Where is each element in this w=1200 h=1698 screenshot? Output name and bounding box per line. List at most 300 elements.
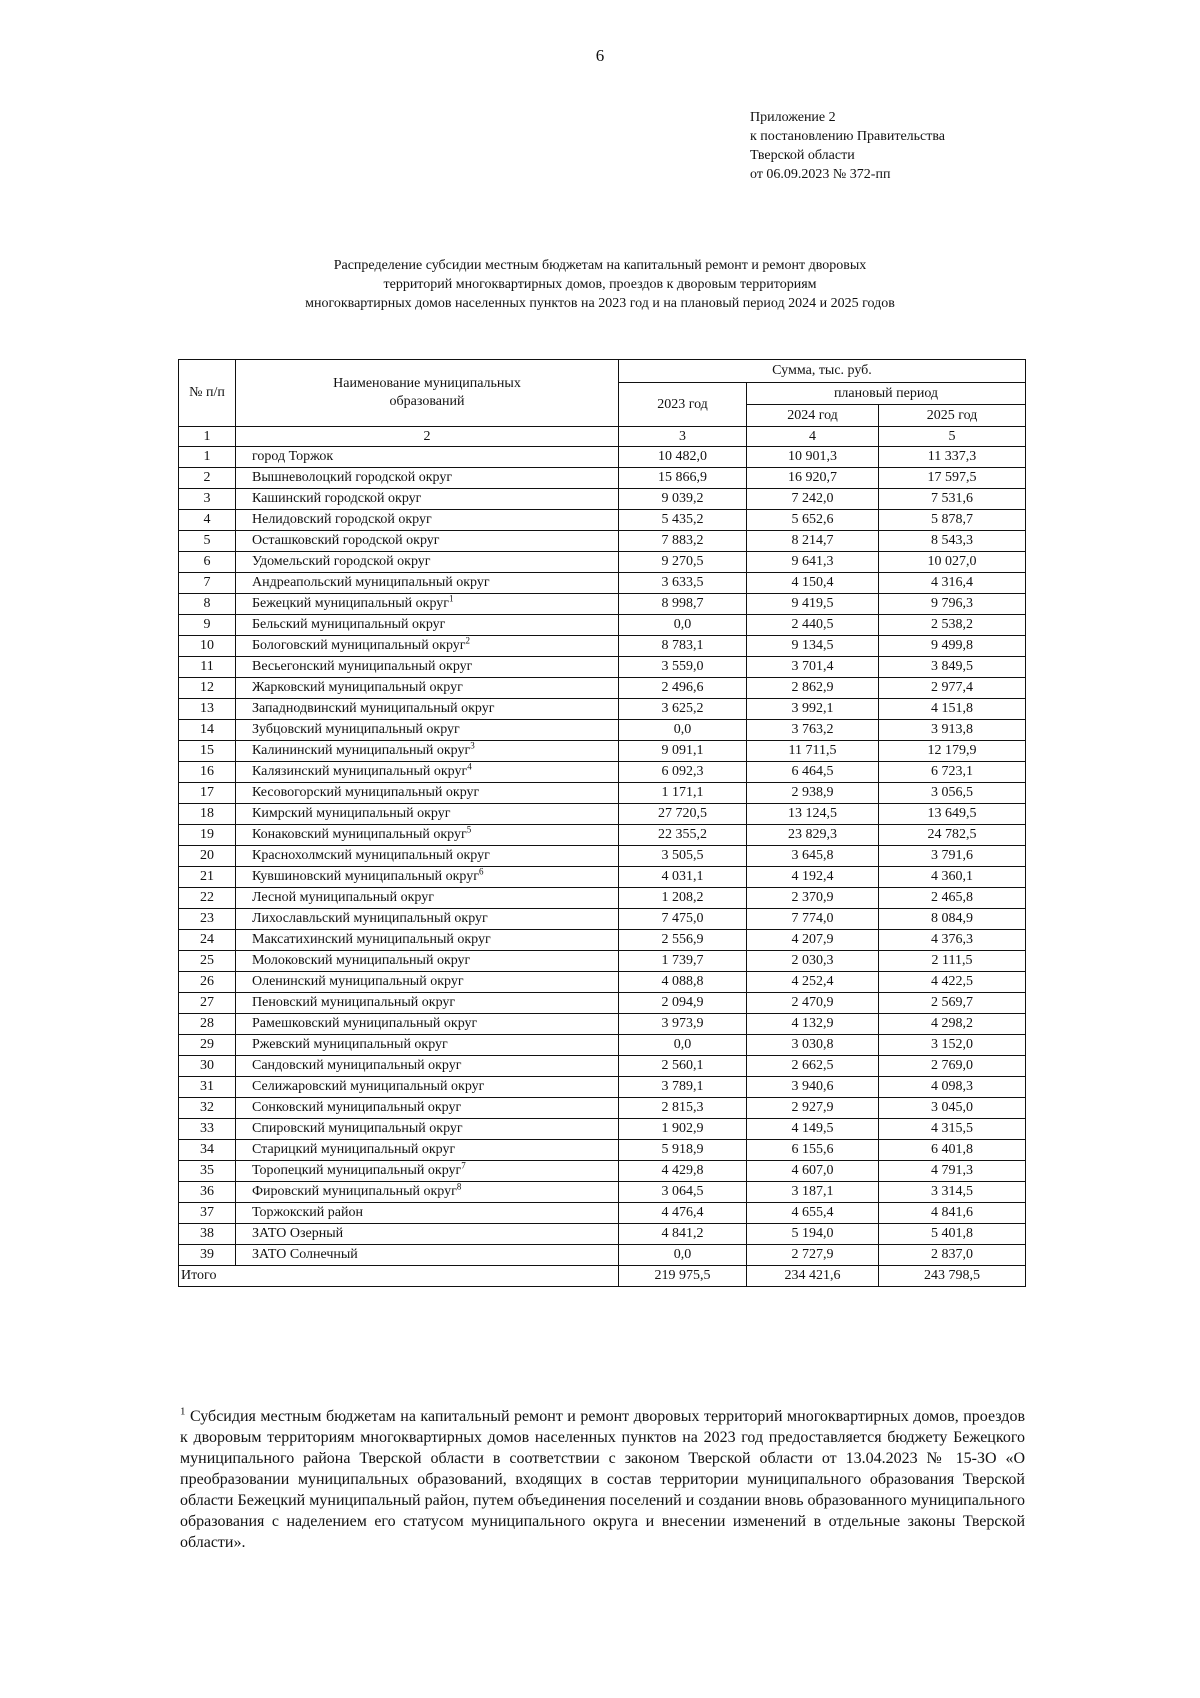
value-2023: 4 429,8 bbox=[619, 1161, 747, 1182]
row-number: 35 bbox=[179, 1161, 236, 1182]
municipality-name-text: Андреапольский муниципальный округ bbox=[252, 575, 490, 590]
header-plan-period: плановый период bbox=[747, 383, 1026, 405]
value-2024: 4 150,4 bbox=[747, 573, 879, 594]
value-2024: 4 252,4 bbox=[747, 972, 879, 993]
municipality-name bbox=[236, 1161, 619, 1182]
table-row bbox=[179, 762, 1026, 783]
value-2023: 5 435,2 bbox=[619, 510, 747, 531]
value-2025: 4 098,3 bbox=[879, 1077, 1026, 1098]
municipality-name bbox=[236, 1098, 619, 1119]
municipality-name-text: Лесной муниципальный округ bbox=[252, 890, 434, 905]
row-number: 4 bbox=[179, 510, 236, 531]
value-2023: 2 560,1 bbox=[619, 1056, 747, 1077]
value-2024: 2 030,3 bbox=[747, 951, 879, 972]
table-row bbox=[179, 531, 1026, 552]
value-2025: 10 027,0 bbox=[879, 552, 1026, 573]
municipality-name bbox=[236, 993, 619, 1014]
municipality-name-text: ЗАТО Солнечный bbox=[252, 1247, 358, 1262]
table-row bbox=[179, 741, 1026, 762]
row-number: 24 bbox=[179, 930, 236, 951]
row-number: 8 bbox=[179, 594, 236, 615]
value-2024: 5 652,6 bbox=[747, 510, 879, 531]
municipality-name-text: Конаковский муниципальный округ bbox=[252, 827, 467, 842]
value-2023: 1 171,1 bbox=[619, 783, 747, 804]
table-row bbox=[179, 720, 1026, 741]
municipality-name-text: Осташковский городской округ bbox=[252, 533, 440, 548]
footnote-ref: 4 bbox=[467, 761, 472, 772]
table-row bbox=[179, 1119, 1026, 1140]
value-2023: 27 720,5 bbox=[619, 804, 747, 825]
row-number: 25 bbox=[179, 951, 236, 972]
municipality-name bbox=[236, 1224, 619, 1245]
table-row bbox=[179, 1140, 1026, 1161]
municipality-name bbox=[236, 594, 619, 615]
table-row bbox=[179, 888, 1026, 909]
value-2025: 4 315,5 bbox=[879, 1119, 1026, 1140]
footnote-ref: 6 bbox=[478, 866, 484, 877]
colnum-cell: 3 bbox=[619, 427, 747, 447]
footnote-ref: 2 bbox=[465, 635, 471, 646]
table-row bbox=[179, 699, 1026, 720]
municipality-name-text: Жарковский муниципальный округ bbox=[252, 680, 463, 695]
row-number: 10 bbox=[179, 636, 236, 657]
value-2024: 11 711,5 bbox=[747, 741, 879, 762]
municipality-name bbox=[236, 1056, 619, 1077]
row-number: 37 bbox=[179, 1203, 236, 1224]
value-2025: 3 314,5 bbox=[879, 1182, 1026, 1203]
row-number: 6 bbox=[179, 552, 236, 573]
value-2024: 3 030,8 bbox=[747, 1035, 879, 1056]
colnum-cell: 1 bbox=[179, 427, 236, 447]
table-row bbox=[179, 930, 1026, 951]
municipality-name bbox=[236, 678, 619, 699]
municipality-name-text: ЗАТО Озерный bbox=[252, 1226, 344, 1241]
value-2025: 12 179,9 bbox=[879, 741, 1026, 762]
value-2025: 2 111,5 bbox=[879, 951, 1026, 972]
municipality-name bbox=[236, 825, 619, 846]
table-row bbox=[179, 615, 1026, 636]
value-2023: 7 475,0 bbox=[619, 909, 747, 930]
value-2025: 3 152,0 bbox=[879, 1035, 1026, 1056]
value-2025: 9 796,3 bbox=[879, 594, 1026, 615]
value-2023: 3 064,5 bbox=[619, 1182, 747, 1203]
value-2023: 3 789,1 bbox=[619, 1077, 747, 1098]
value-2024: 2 440,5 bbox=[747, 615, 879, 636]
value-2024: 2 862,9 bbox=[747, 678, 879, 699]
row-number: 33 bbox=[179, 1119, 236, 1140]
value-2023: 22 355,2 bbox=[619, 825, 747, 846]
subsidy-table bbox=[178, 359, 1026, 1287]
municipality-name-text: Сонковский муниципальный округ bbox=[252, 1100, 462, 1115]
value-2025: 6 723,1 bbox=[879, 762, 1026, 783]
value-2024: 7 774,0 bbox=[747, 909, 879, 930]
municipality-name-text: Спировский муниципальный округ bbox=[252, 1121, 463, 1136]
value-2025: 3 849,5 bbox=[879, 657, 1026, 678]
header-num: № п/п bbox=[179, 360, 236, 427]
footnote-ref: 7 bbox=[461, 1160, 466, 1171]
title-line: Распределение субсидии местным бюджетам на капитальный ремонт и ремонт дворовых bbox=[333, 258, 867, 273]
colnum-cell: 5 bbox=[879, 427, 1026, 447]
value-2025: 3 045,0 bbox=[879, 1098, 1026, 1119]
value-2023: 3 559,0 bbox=[619, 657, 747, 678]
row-number: 31 bbox=[179, 1077, 236, 1098]
value-2024: 9 419,5 bbox=[747, 594, 879, 615]
value-2023: 0,0 bbox=[619, 1245, 747, 1266]
municipality-name bbox=[236, 804, 619, 825]
municipality-name-text: Рамешковский муниципальный округ bbox=[252, 1016, 478, 1031]
table-row bbox=[179, 468, 1026, 489]
municipality-name bbox=[236, 762, 619, 783]
row-number: 15 bbox=[179, 741, 236, 762]
total-label: Итого bbox=[179, 1266, 619, 1287]
municipality-name-text: Фировский муниципальный округ bbox=[252, 1184, 457, 1199]
value-2023: 8 783,1 bbox=[619, 636, 747, 657]
row-number: 19 bbox=[179, 825, 236, 846]
value-2025: 4 791,3 bbox=[879, 1161, 1026, 1182]
value-2024: 6 464,5 bbox=[747, 762, 879, 783]
value-2025: 11 337,3 bbox=[879, 447, 1026, 468]
row-number: 21 bbox=[179, 867, 236, 888]
title-line: многоквартирных домов населенных пунктов на 2023 год и на плановый период 2024 и 2025 годов bbox=[305, 296, 895, 311]
row-number: 9 bbox=[179, 615, 236, 636]
total-2023: 219 975,5 bbox=[619, 1266, 747, 1287]
table-row bbox=[179, 846, 1026, 867]
value-2025: 4 841,6 bbox=[879, 1203, 1026, 1224]
value-2025: 6 401,8 bbox=[879, 1140, 1026, 1161]
municipality-name bbox=[236, 783, 619, 804]
table-row bbox=[179, 1035, 1026, 1056]
municipality-name bbox=[236, 615, 619, 636]
municipality-name-text: Удомельский городской округ bbox=[252, 554, 431, 569]
municipality-name-text: Бологовский муниципальный округ bbox=[252, 638, 466, 653]
value-2023: 2 094,9 bbox=[619, 993, 747, 1014]
appendix-line: от 06.09.2023 № 372-пп bbox=[750, 167, 891, 182]
value-2024: 9 134,5 bbox=[747, 636, 879, 657]
municipality-name bbox=[236, 1014, 619, 1035]
appendix-line: к постановлению Правительства bbox=[750, 129, 946, 144]
municipality-name-text: Бельский муниципальный округ bbox=[252, 617, 446, 632]
row-number: 2 bbox=[179, 468, 236, 489]
value-2025: 3 913,8 bbox=[879, 720, 1026, 741]
row-number: 13 bbox=[179, 699, 236, 720]
value-2024: 4 207,9 bbox=[747, 930, 879, 951]
table-row bbox=[179, 657, 1026, 678]
value-2023: 0,0 bbox=[619, 720, 747, 741]
municipality-name-text: Старицкий муниципальный округ bbox=[252, 1142, 456, 1157]
footnote-ref: 8 bbox=[456, 1181, 462, 1192]
row-number: 26 bbox=[179, 972, 236, 993]
value-2025: 3 056,5 bbox=[879, 783, 1026, 804]
row-number: 12 bbox=[179, 678, 236, 699]
value-2025: 9 499,8 bbox=[879, 636, 1026, 657]
table-row bbox=[179, 594, 1026, 615]
municipality-name-text: Селижаровский муниципальный округ bbox=[252, 1079, 485, 1094]
row-number: 14 bbox=[179, 720, 236, 741]
row-number: 22 bbox=[179, 888, 236, 909]
table-row bbox=[179, 783, 1026, 804]
value-2025: 17 597,5 bbox=[879, 468, 1026, 489]
value-2024: 6 155,6 bbox=[747, 1140, 879, 1161]
municipality-name bbox=[236, 657, 619, 678]
table-row bbox=[179, 1224, 1026, 1245]
table-row bbox=[179, 972, 1026, 993]
municipality-name bbox=[236, 1182, 619, 1203]
row-number: 38 bbox=[179, 1224, 236, 1245]
municipality-name bbox=[236, 1140, 619, 1161]
value-2025: 3 791,6 bbox=[879, 846, 1026, 867]
footnote-marker: 1 bbox=[180, 1405, 186, 1418]
municipality-name bbox=[236, 447, 619, 468]
value-2023: 9 039,2 bbox=[619, 489, 747, 510]
table-row bbox=[179, 636, 1026, 657]
value-2024: 3 940,6 bbox=[747, 1077, 879, 1098]
municipality-name bbox=[236, 846, 619, 867]
value-2025: 24 782,5 bbox=[879, 825, 1026, 846]
value-2025: 4 422,5 bbox=[879, 972, 1026, 993]
municipality-name-text: Зубцовский муниципальный округ bbox=[252, 722, 460, 737]
total-row bbox=[179, 1266, 1026, 1287]
municipality-name bbox=[236, 552, 619, 573]
municipality-name bbox=[236, 930, 619, 951]
value-2025: 2 769,0 bbox=[879, 1056, 1026, 1077]
value-2023: 9 270,5 bbox=[619, 552, 747, 573]
row-number: 29 bbox=[179, 1035, 236, 1056]
table-row bbox=[179, 510, 1026, 531]
municipality-name bbox=[236, 1035, 619, 1056]
value-2025: 8 084,9 bbox=[879, 909, 1026, 930]
municipality-name-text: Западнодвинский муниципальный округ bbox=[252, 701, 495, 716]
value-2024: 23 829,3 bbox=[747, 825, 879, 846]
table-row bbox=[179, 552, 1026, 573]
municipality-name bbox=[236, 699, 619, 720]
value-2024: 4 149,5 bbox=[747, 1119, 879, 1140]
value-2025: 13 649,5 bbox=[879, 804, 1026, 825]
value-2023: 4 476,4 bbox=[619, 1203, 747, 1224]
footnote-ref: 5 bbox=[466, 824, 472, 835]
value-2024: 4 655,4 bbox=[747, 1203, 879, 1224]
value-2024: 10 901,3 bbox=[747, 447, 879, 468]
row-number: 39 bbox=[179, 1245, 236, 1266]
value-2024: 3 645,8 bbox=[747, 846, 879, 867]
value-2025: 4 298,2 bbox=[879, 1014, 1026, 1035]
table-row bbox=[179, 573, 1026, 594]
municipality-name bbox=[236, 951, 619, 972]
footnote-ref: 1 bbox=[449, 593, 454, 604]
value-2023: 6 092,3 bbox=[619, 762, 747, 783]
value-2024: 4 607,0 bbox=[747, 1161, 879, 1182]
municipality-name bbox=[236, 1245, 619, 1266]
row-number: 34 bbox=[179, 1140, 236, 1161]
municipality-name bbox=[236, 531, 619, 552]
value-2025: 8 543,3 bbox=[879, 531, 1026, 552]
value-2024: 2 938,9 bbox=[747, 783, 879, 804]
value-2023: 0,0 bbox=[619, 615, 747, 636]
municipality-name-text: Кесовогорский муниципальный округ bbox=[252, 785, 480, 800]
row-number: 36 bbox=[179, 1182, 236, 1203]
municipality-name-text: Кимрский муниципальный округ bbox=[252, 806, 451, 821]
value-2024: 2 370,9 bbox=[747, 888, 879, 909]
value-2023: 5 918,9 bbox=[619, 1140, 747, 1161]
value-2023: 3 973,9 bbox=[619, 1014, 747, 1035]
value-2023: 9 091,1 bbox=[619, 741, 747, 762]
value-2025: 4 376,3 bbox=[879, 930, 1026, 951]
municipality-name-text: Лихославльский муниципальный округ bbox=[252, 911, 488, 926]
value-2023: 10 482,0 bbox=[619, 447, 747, 468]
table-row bbox=[179, 1056, 1026, 1077]
value-2023: 2 815,3 bbox=[619, 1098, 747, 1119]
municipality-name bbox=[236, 741, 619, 762]
row-number: 17 bbox=[179, 783, 236, 804]
header-sum: Сумма, тыс. руб. bbox=[619, 360, 1026, 383]
municipality-name-text: Кашинский городской округ bbox=[252, 491, 422, 506]
value-2025: 2 569,7 bbox=[879, 993, 1026, 1014]
row-number: 1 bbox=[179, 447, 236, 468]
header-2024: 2024 год bbox=[747, 405, 879, 427]
municipality-name bbox=[236, 636, 619, 657]
municipality-name-text: Весьегонский муниципальный округ bbox=[252, 659, 473, 674]
footnote-ref: 3 bbox=[470, 740, 475, 751]
header-name: Наименование муниципальных образований bbox=[236, 360, 619, 427]
appendix-line: Приложение 2 bbox=[750, 110, 836, 125]
value-2024: 4 192,4 bbox=[747, 867, 879, 888]
municipality-name-text: Ржевский муниципальный округ bbox=[252, 1037, 448, 1052]
municipality-name-text: Максатихинский муниципальный округ bbox=[252, 932, 491, 947]
appendix-header bbox=[750, 108, 945, 184]
value-2025: 7 531,6 bbox=[879, 489, 1026, 510]
value-2023: 4 031,1 bbox=[619, 867, 747, 888]
value-2023: 1 739,7 bbox=[619, 951, 747, 972]
row-number: 7 bbox=[179, 573, 236, 594]
value-2024: 13 124,5 bbox=[747, 804, 879, 825]
municipality-name-text: Сандовский муниципальный округ bbox=[252, 1058, 462, 1073]
table-row bbox=[179, 804, 1026, 825]
row-number: 3 bbox=[179, 489, 236, 510]
value-2024: 3 763,2 bbox=[747, 720, 879, 741]
value-2023: 3 505,5 bbox=[619, 846, 747, 867]
municipality-name-text: Калининский муниципальный округ bbox=[252, 743, 471, 758]
table-row bbox=[179, 447, 1026, 468]
document-title bbox=[180, 256, 1020, 313]
value-2024: 16 920,7 bbox=[747, 468, 879, 489]
colnum-cell: 4 bbox=[747, 427, 879, 447]
footnote-text: Субсидия местным бюджетам на капитальный ремонт и ремонт дворовых территорий многоквартирных домов, проездов к дворовым территориям многоквартирных домов населенных пунктов на 2023 год предоставляется бюджету Бежецкого муниципального района Тверской области в соответствии с законом Тверской области от 13.04.2023 № 15-ЗО «О преобразовании муниципальных образований, входящих в состав территории муниципального образования Тверской области Бежецкий муниципальный район, путем объединения поселений и создании вновь образованного муниципального образования с наделением его статусом муниципального округа и внесении изменений в отдельные законы Тверской области». bbox=[180, 1408, 1026, 1551]
table-row bbox=[179, 909, 1026, 930]
table-row bbox=[179, 951, 1026, 972]
municipality-name-text: город Торжок bbox=[252, 449, 334, 464]
value-2023: 3 625,2 bbox=[619, 699, 747, 720]
value-2023: 1 208,2 bbox=[619, 888, 747, 909]
municipality-name bbox=[236, 972, 619, 993]
municipality-name bbox=[236, 1203, 619, 1224]
municipality-name bbox=[236, 489, 619, 510]
municipality-name bbox=[236, 888, 619, 909]
value-2024: 3 701,4 bbox=[747, 657, 879, 678]
value-2023: 15 866,9 bbox=[619, 468, 747, 489]
table-row bbox=[179, 678, 1026, 699]
table-row bbox=[179, 1161, 1026, 1182]
footnote bbox=[180, 1406, 1025, 1553]
value-2024: 2 927,9 bbox=[747, 1098, 879, 1119]
table-row bbox=[179, 867, 1026, 888]
row-number: 23 bbox=[179, 909, 236, 930]
value-2023: 8 998,7 bbox=[619, 594, 747, 615]
row-number: 11 bbox=[179, 657, 236, 678]
value-2024: 8 214,7 bbox=[747, 531, 879, 552]
municipality-name-text: Калязинский муниципальный округ bbox=[252, 764, 468, 779]
row-number: 28 bbox=[179, 1014, 236, 1035]
table-row bbox=[179, 1203, 1026, 1224]
total-2025: 243 798,5 bbox=[879, 1266, 1026, 1287]
municipality-name bbox=[236, 909, 619, 930]
municipality-name-text: Торопецкий муниципальный округ bbox=[252, 1163, 462, 1178]
value-2025: 4 151,8 bbox=[879, 699, 1026, 720]
municipality-name-text: Вышневолоцкий городской округ bbox=[252, 470, 453, 485]
value-2023: 2 496,6 bbox=[619, 678, 747, 699]
value-2024: 2 470,9 bbox=[747, 993, 879, 1014]
municipality-name bbox=[236, 1077, 619, 1098]
appendix-line: Тверской области bbox=[750, 148, 855, 163]
municipality-name bbox=[236, 1119, 619, 1140]
table-row bbox=[179, 489, 1026, 510]
row-number: 5 bbox=[179, 531, 236, 552]
value-2024: 9 641,3 bbox=[747, 552, 879, 573]
table-row bbox=[179, 1077, 1026, 1098]
value-2024: 3 187,1 bbox=[747, 1182, 879, 1203]
municipality-name bbox=[236, 867, 619, 888]
total-2024: 234 421,6 bbox=[747, 1266, 879, 1287]
table-row bbox=[179, 1182, 1026, 1203]
value-2023: 1 902,9 bbox=[619, 1119, 747, 1140]
value-2024: 2 662,5 bbox=[747, 1056, 879, 1077]
municipality-name bbox=[236, 510, 619, 531]
value-2023: 2 556,9 bbox=[619, 930, 747, 951]
row-number: 30 bbox=[179, 1056, 236, 1077]
row-number: 20 bbox=[179, 846, 236, 867]
table-row bbox=[179, 825, 1026, 846]
value-2023: 4 841,2 bbox=[619, 1224, 747, 1245]
municipality-name-text: Молоковский муниципальный округ bbox=[252, 953, 471, 968]
header-2025: 2025 год bbox=[879, 405, 1026, 427]
municipality-name-text: Бежецкий муниципальный округ bbox=[252, 596, 450, 611]
value-2025: 5 878,7 bbox=[879, 510, 1026, 531]
municipality-name-text: Пеновский муниципальный округ bbox=[252, 995, 456, 1010]
value-2024: 3 992,1 bbox=[747, 699, 879, 720]
row-number: 32 bbox=[179, 1098, 236, 1119]
value-2025: 5 401,8 bbox=[879, 1224, 1026, 1245]
value-2023: 3 633,5 bbox=[619, 573, 747, 594]
value-2025: 4 316,4 bbox=[879, 573, 1026, 594]
value-2023: 4 088,8 bbox=[619, 972, 747, 993]
row-number: 18 bbox=[179, 804, 236, 825]
municipality-name-text: Оленинский муниципальный округ bbox=[252, 974, 464, 989]
header-2023: 2023 год bbox=[619, 383, 747, 427]
table-row bbox=[179, 993, 1026, 1014]
value-2024: 5 194,0 bbox=[747, 1224, 879, 1245]
page-number: 6 bbox=[595, 46, 605, 65]
value-2025: 2 465,8 bbox=[879, 888, 1026, 909]
row-number: 16 bbox=[179, 762, 236, 783]
municipality-name bbox=[236, 468, 619, 489]
municipality-name-text: Краснохолмский муниципальный округ bbox=[252, 848, 490, 863]
table-row bbox=[179, 1098, 1026, 1119]
value-2024: 7 242,0 bbox=[747, 489, 879, 510]
table-row bbox=[179, 1014, 1026, 1035]
value-2023: 0,0 bbox=[619, 1035, 747, 1056]
municipality-name-text: Нелидовский городской округ bbox=[252, 512, 432, 527]
colnum-cell: 2 bbox=[236, 427, 619, 447]
value-2025: 4 360,1 bbox=[879, 867, 1026, 888]
municipality-name bbox=[236, 573, 619, 594]
